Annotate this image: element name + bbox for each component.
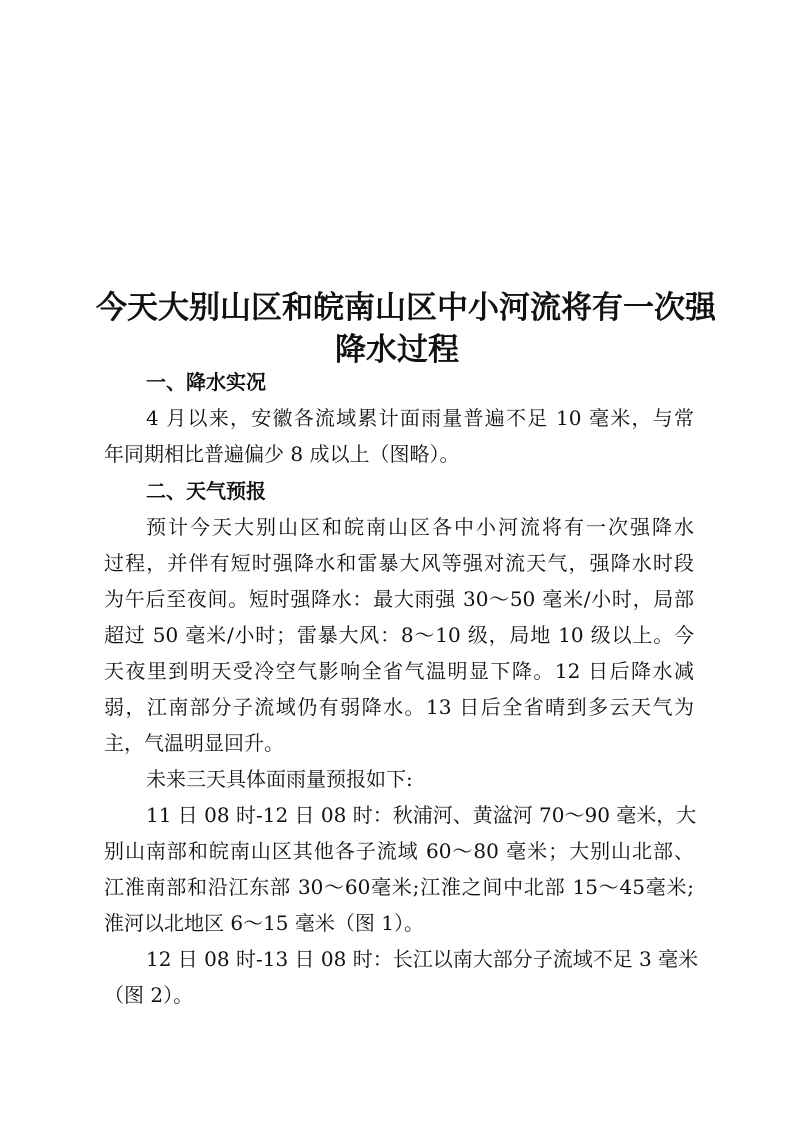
paragraph-line: 天夜里到明天受冷空气影响全省气温明显下降。12 日后降水减 xyxy=(104,659,694,683)
section-heading-observed: 一、降水实况 xyxy=(146,370,266,394)
paragraph-line: 11 日 08 时-12 日 08 时：秋浦河、黄湓河 70～90 毫米，大 xyxy=(146,803,697,827)
section-heading-forecast: 二、天气预报 xyxy=(146,479,266,503)
paragraph-line: 江淮南部和沿江东部 30～60毫米;江淮之间中北部 15～45毫米; xyxy=(104,875,694,899)
document-title-line-2: 降水过程 xyxy=(335,332,459,368)
paragraph-line: （图 2）。 xyxy=(104,983,194,1007)
paragraph-line: 弱，江南部分子流域仍有弱降水。13 日后全省晴到多云天气为 xyxy=(104,695,694,719)
document-title-line-1: 今天大别山区和皖南山区中小河流将有一次强 xyxy=(96,290,716,326)
paragraph-line: 淮河以北地区 6～15 毫米（图 1）。 xyxy=(104,911,424,935)
paragraph-line: 12 日 08 时-13 日 08 时：长江以南大部分子流域不足 3 毫米 xyxy=(146,947,699,971)
paragraph-line: 未来三天具体面雨量预报如下: xyxy=(146,767,413,791)
paragraph-line: 为午后至夜间。短时强降水：最大雨强 30～50 毫米/小时，局部 xyxy=(104,587,694,611)
paragraph-line: 年同期相比普遍偏少 8 成以上（图略）。 xyxy=(104,442,460,466)
paragraph-line: 4 月以来，安徽各流域累计面雨量普遍不足 10 毫米，与常 xyxy=(146,406,694,430)
paragraph-line: 超过 50 毫米/小时；雷暴大风：8～10 级，局地 10 级以上。今 xyxy=(104,623,694,647)
paragraph-line: 主，气温明显回升。 xyxy=(104,731,284,755)
paragraph-line: 预计今天大别山区和皖南山区各中小河流将有一次强降水 xyxy=(146,515,694,539)
paragraph-line: 过程，并伴有短时强降水和雷暴大风等强对流天气，强降水时段 xyxy=(104,551,694,575)
paragraph-line: 别山南部和皖南山区其他各子流域 60～80 毫米；大别山北部、 xyxy=(104,839,694,863)
